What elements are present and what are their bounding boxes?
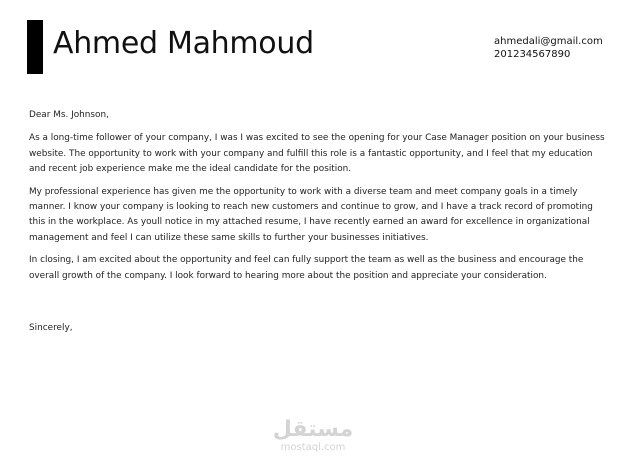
watermark-arabic: مستقل — [272, 417, 354, 442]
applicant-name: Ahmed Mahmoud — [53, 26, 314, 61]
contact-info — [494, 35, 603, 61]
paragraph-closing: In closing, I am excited about the opportunity and feel can fully support the team as well as the business and encourage the overall growth of the company. I look forward to hearing more about the position and appreciate your consideration. — [29, 255, 584, 281]
salutation: Dear Ms. Johnson, — [29, 110, 109, 120]
contact-email: ahmedali@gmail.com — [494, 36, 603, 47]
watermark-url: mostaql.com — [280, 442, 346, 453]
paragraph-experience: My professional experience has given me the opportunity to work with a diverse team and meet company goals in a timely manner. I know your company is looking to reach new customers and continue to grow, and I have a track record of promoting this in the workplace. As youll notice in my attached resume, I have recently earned an award for excellence in organizational management and feel I can utilize these same skills to further your businesses initiatives. — [29, 186, 593, 243]
paragraph-intro: As a long-time follower of your company, I was I was excited to see the opening for your Case Manager position on your business website. The opportunity to work with your company and fulfill this role is a fantastic opportunity, and I feel that my education and recent job experience make me the ideal candidate for the position. — [29, 133, 605, 175]
mostaql-watermark — [268, 418, 358, 454]
header-accent-bar — [27, 20, 43, 74]
contact-phone: 201234567890 — [494, 49, 571, 60]
letter-body — [29, 108, 607, 343]
sign-off: Sincerely, — [29, 323, 73, 334]
